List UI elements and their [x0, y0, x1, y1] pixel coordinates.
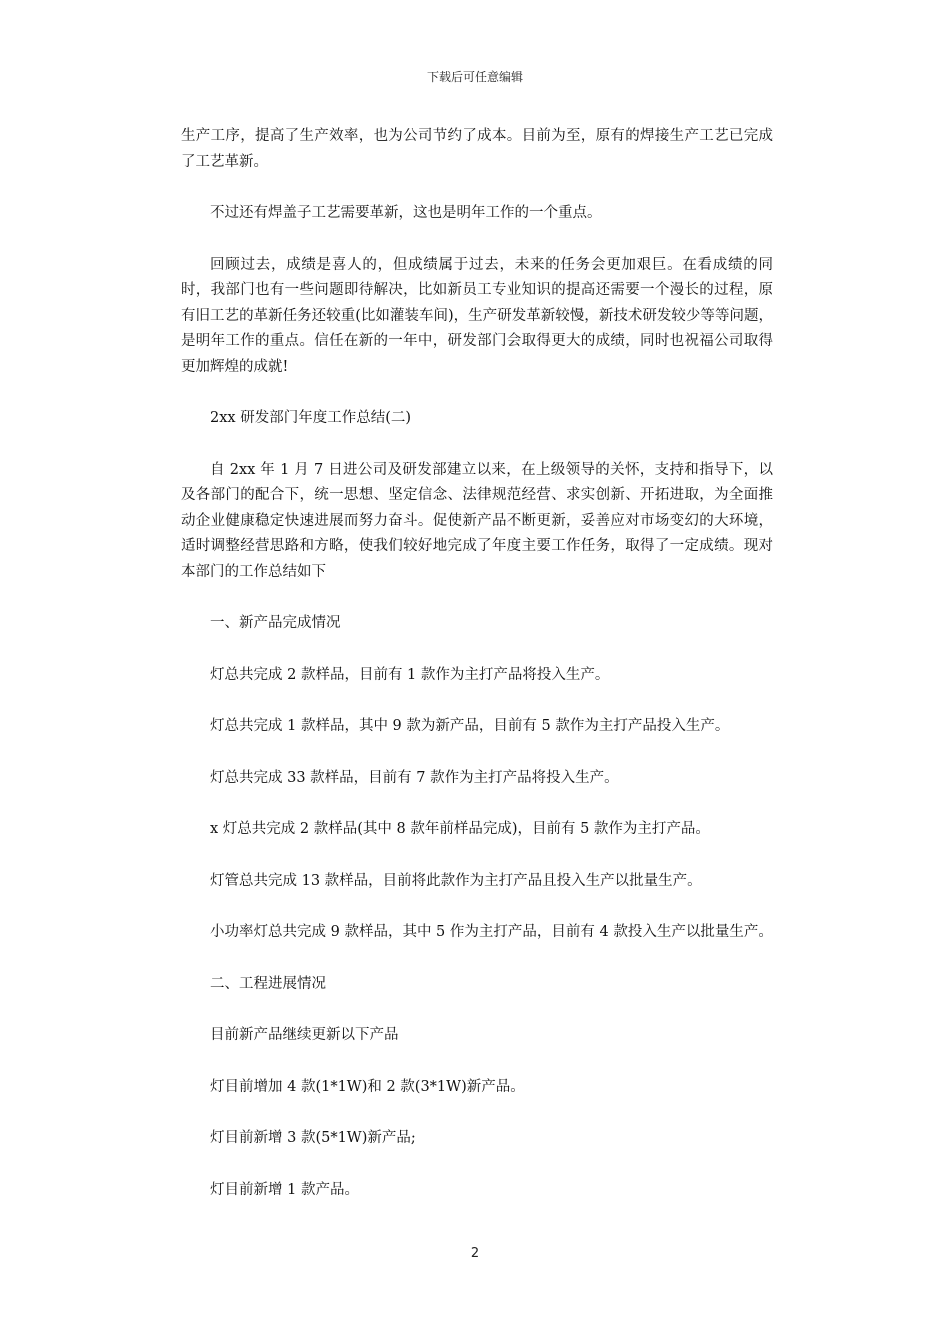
list-item: 灯总共完成 1 款样品，其中 9 款为新产品，目前有 5 款作为主打产品投入生产。 [210, 718, 730, 734]
list-item: 灯目前新增 1 款产品。 [210, 1181, 359, 1198]
section-heading: 二、工程进展情况 [210, 975, 326, 992]
paragraph: 回顾过去，成绩是喜人的，但成绩属于过去，未来的任务会更加艰巨。在看成绩的同时，我部门也有一些问题即待解决，比如新员工专业知识的提高还需要一个漫长的过程，原有旧工艺的革新任务还较重(比如灌装车间)，生产研发革新较慢，新技术研发较少等等问题，是明年工作的重点。信任在新的一年中，研发部门会取得更大的成绩，同时也祝福公司取得更加辉煌的成就! [181, 256, 773, 375]
list-item: 灯目前增加 4 款(1*1W)和 2 款(3*1W)新产品。 [210, 1078, 525, 1095]
paragraph: 不过还有焊盖子工艺需要革新，这也是明年工作的一个重点。 [210, 205, 602, 221]
list-item: 灯管总共完成 13 款样品，目前将此款作为主打产品且投入生产以批量生产。 [210, 872, 702, 889]
list-item: 灯总共完成 33 款样品，目前有 7 款作为主打产品将投入生产。 [210, 769, 619, 786]
paragraph: 自 2xx 年 1 月 7 日进公司及研发部建立以来，在上级领导的关怀，支持和指导下，以及各部门的配合下，统一思想、坚定信念、法律规范经营、求实创新、开拓进取，为全面推动企业健康稳定快速进展而努力奋斗。促使新产品不断更新，妥善应对市场变幻的大环境，适时调整经营思路和方略，使我们较好地完成了年度主要工作任务，取得了一定成绩。现对本部门的工作总结如下 [181, 461, 773, 580]
page-number: 2 [470, 1246, 480, 1261]
document-body [181, 124, 773, 1229]
page-header: 下载后可任意编辑 [426, 70, 523, 84]
list-item: x 灯总共完成 2 款样品(其中 8 款年前样品完成)，目前有 5 款作为主打产品。 [210, 821, 710, 837]
list-item: 灯目前新增 3 款(5*1W)新产品; [210, 1130, 416, 1146]
section-title: 2xx 研发部门年度工作总结(二) [210, 410, 412, 426]
list-item: 小功率灯总共完成 9 款样品，其中 5 作为主打产品，目前有 4 款投入生产以批量生产。 [210, 924, 773, 940]
paragraph: 目前新产品继续更新以下产品 [210, 1027, 399, 1043]
list-item: 灯总共完成 2 款样品，目前有 1 款作为主打产品将投入生产。 [210, 666, 610, 683]
paragraph: 生产工序，提高了生产效率，也为公司节约了成本。目前为至，原有的焊接生产工艺已完成了工艺革新。 [181, 128, 773, 170]
section-heading: 一、新产品完成情况 [210, 615, 341, 631]
